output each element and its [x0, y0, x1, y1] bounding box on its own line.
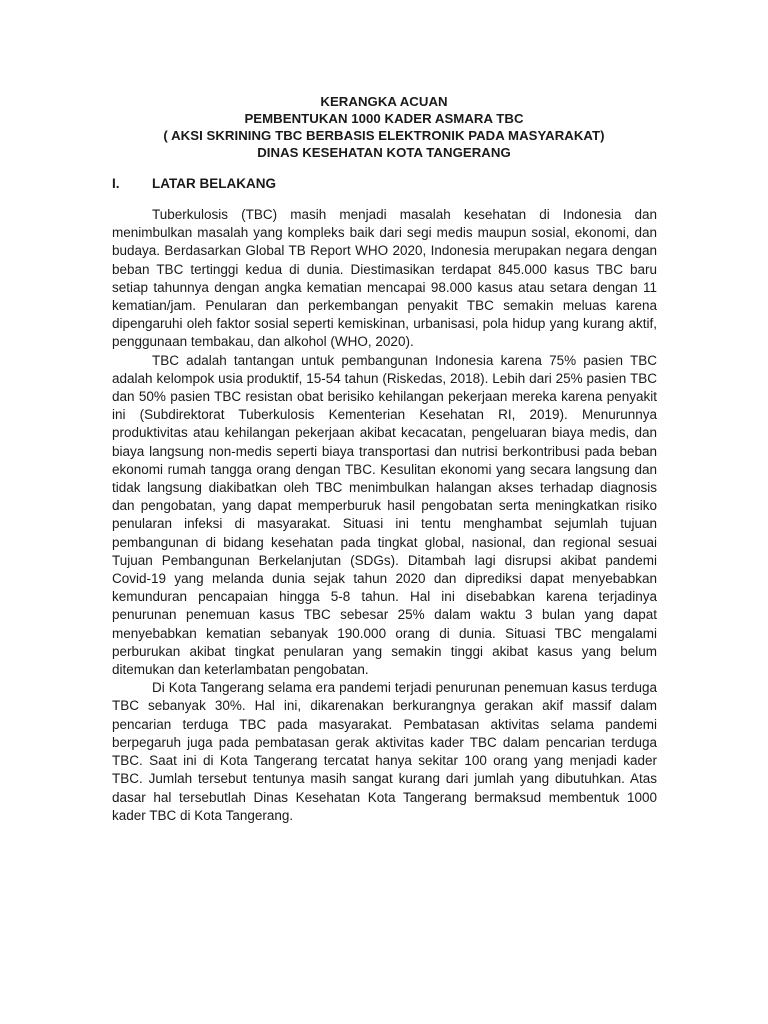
document-title	[0, 93, 768, 161]
title-line-3: ( AKSI SKRINING TBC BERBASIS ELEKTRONIK PADA MASYARAKAT)	[163, 128, 605, 143]
title-line-2: PEMBENTUKAN 1000 KADER ASMARA TBC	[244, 111, 524, 126]
paragraph-1: Tuberkulosis (TBC) masih menjadi masalah kesehatan di Indonesia dan menimbulkan masalah yang kompleks baik dari segi medis maupun sosial, ekonomi, dan budaya. Berdasarkan Global TB Report WHO 2020, Indonesia merupakan negara dengan beban TBC tertinggi kedua di dunia. Diestimasikan terdapat 845.000 kasus TBC baru setiap tahunnya dengan angka kematian mencapai 98.000 kasus atau setara dengan 11 kematian/jam. Penularan dan perkembangan penyakit TBC semakin meluas karena dipengaruhi oleh faktor sosial seperti kemiskinan, urbanisasi, pola hidup yang kurang aktif, penggunaan tembakau, dan alkohol (WHO, 2020).	[112, 207, 657, 350]
title-line-1: KERANGKA ACUAN	[320, 94, 448, 109]
title-line-4: DINAS KESEHATAN KOTA TANGERANG	[257, 145, 511, 160]
paragraph-2: TBC adalah tantangan untuk pembangunan Indonesia karena 75% pasien TBC adalah kelompok usia produktif, 15-54 tahun (Riskedas, 2018). Lebih dari 25% pasien TBC dan 50% pasien TBC resistan obat berisiko kehilangan pekerjaan mereka karena penyakit ini (Subdirektorat Tuberkulosis Kementerian Kesehatan RI, 2019). Menurunnya produktivitas atau kehilangan pekerjaan akibat kecacatan, pengeluaran biaya medis, dan biaya langsung non-medis seperti biaya transportasi dan nutrisi berkontribusi pada beban ekonomi rumah tangga orang dengan TBC. Kesulitan ekonomi yang secara langsung dan tidak langsung diakibatkan oleh TBC menimbulkan halangan akses terhadap diagnosis dan pengobatan, yang dapat memperburuk hasil pengobatan serta meningkatkan risiko penularan infeksi di masyarakat. Situasi ini tentu menghambat sejumlah tujuan pembangunan di bidang kesehatan pada tingkat global, nasional, dan regional sesuai Tujuan Pembangunan Berkelanjutan (SDGs). Ditambah lagi disrupsi akibat pandemi Covid-19 yang melanda dunia sejak tahun 2020 dan diprediksi dapat menyebabkan kemunduran pencapaian hingga 5-8 tahun. Hal ini disebabkan karena terjadinya penurunan penemuan kasus TBC sebesar 25% dalam waktu 3 bulan yang dapat menyebabkan kematian sebanyak 190.000 orang di dunia. Situasi TBC mengalami perburukan akibat tingkat penularan yang semakin tinggi akibat kasus yang belum ditemukan dan keterlambatan pengobatan.	[112, 352, 657, 678]
section-title: LATAR BELAKANG	[152, 176, 276, 191]
paragraph-3: Di Kota Tangerang selama era pandemi terjadi penurunan penemuan kasus terduga TBC sebanyak 30%. Hal ini, dikarenakan berkurangnya gerakan akif massif dalam pencarian terduga TBC pada masyarakat. Pembatasan aktivitas selama pandemi berpegaruh juga pada pembatasan gerak aktivitas kader TBC dalam pencarian terduga TBC. Saat ini di Kota Tangerang tercatat hanya sekitar 100 orang yang menjadi kader TBC. Jumlah tersebut tentunya masih sangat kurang dari jumlah yang dibutuhkan. Atas dasar hal tersebutlah Dinas Kesehatan Kota Tangerang bermaksud membentuk 1000 kader TBC di Kota Tangerang.	[112, 680, 657, 823]
section-body	[112, 206, 657, 825]
section-number: I.	[112, 176, 120, 191]
section-heading	[112, 175, 276, 193]
